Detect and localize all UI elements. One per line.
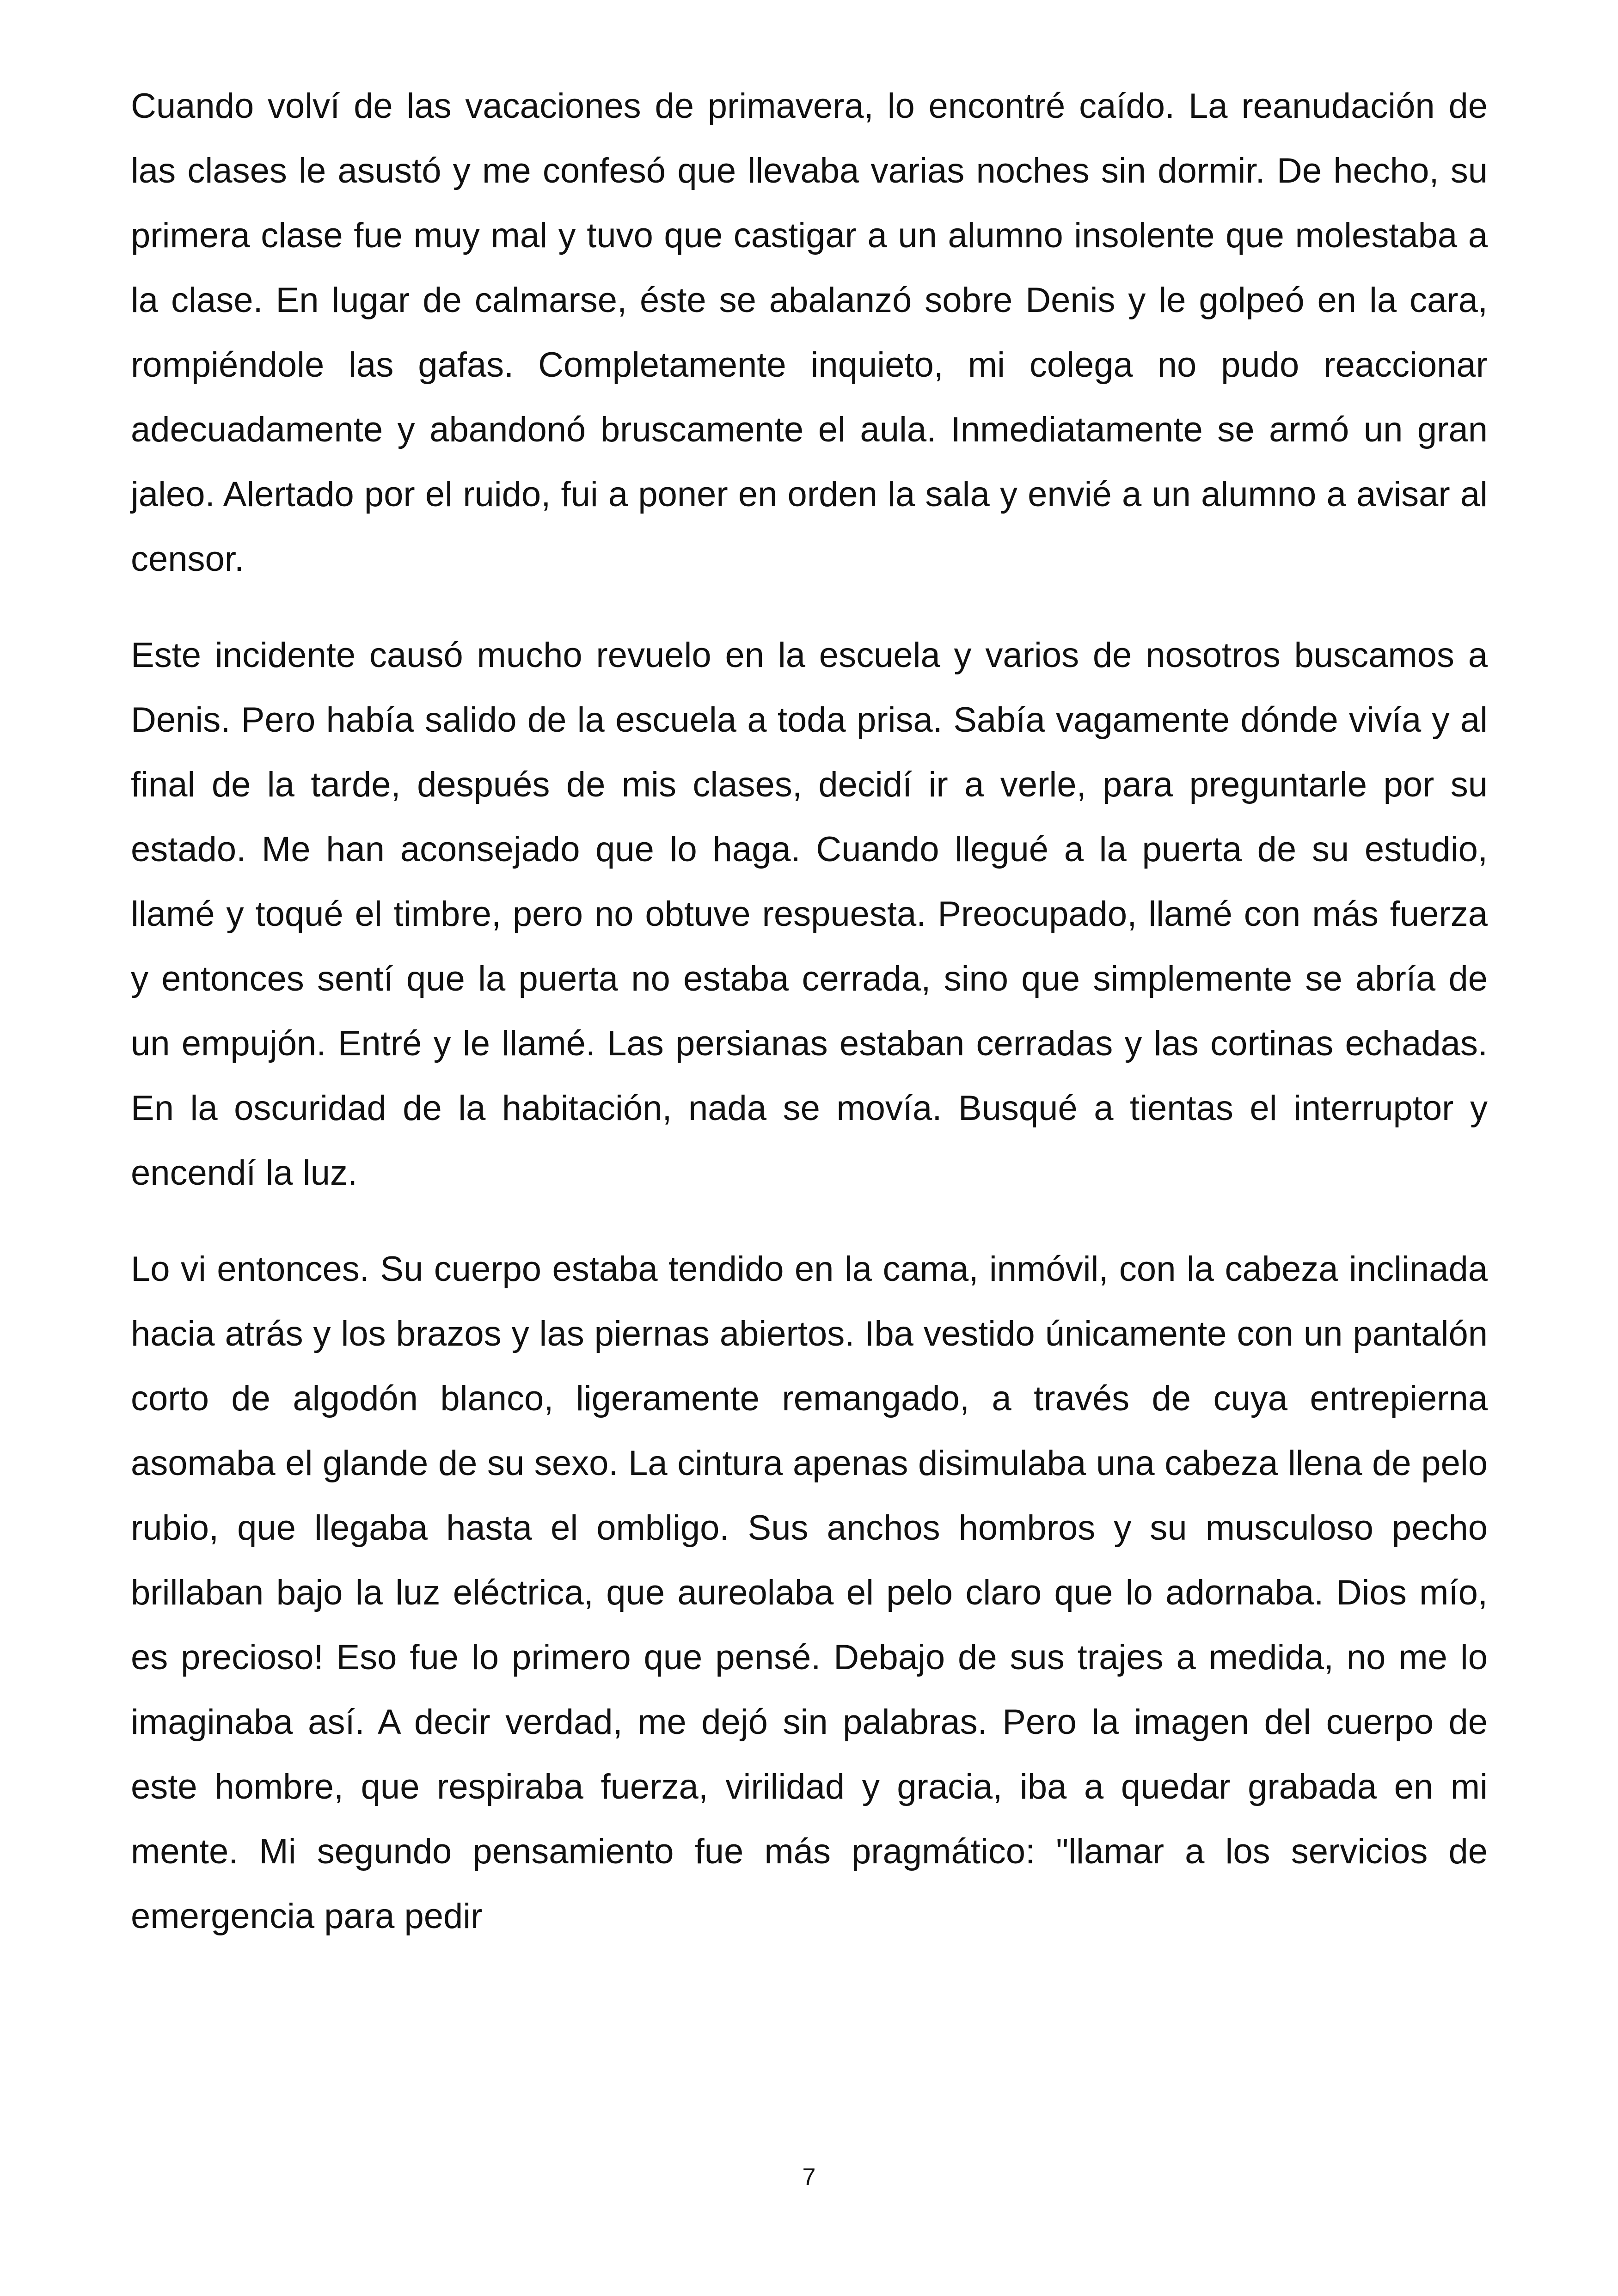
text-body bbox=[131, 74, 1488, 1980]
page-number: 7 bbox=[802, 2164, 816, 2191]
paragraph-3: Lo vi entonces. Su cuerpo estaba tendido en la cama, inmóvil, con la cabeza inclinada hacia atrás y los brazos y las piernas abiertos. Iba vestido únicamente con un pantalón corto de algodón blanco, ligeramente remangado, a través de cuya entrepierna asomaba el glande de su sexo. La cintura apenas disimulaba una cabeza llena de pelo rubio, que llegaba hasta el ombligo. Sus anchos hombros y su musculoso pecho brillaban bajo la luz eléctrica, que aureolaba el pelo claro que lo adornaba. Dios mío, es precioso! Eso fue lo primero que pensé. Debajo de sus trajes a medida, no me lo imaginaba así. A decir verdad, me dejó sin palabras. Pero la imagen del cuerpo de este hombre, que respiraba fuerza, virilidad y gracia, iba a quedar grabada en mi mente. Mi segundo pensamiento fue más pragmático: "llamar a los servicios de emergencia para pedir bbox=[131, 1249, 1488, 1936]
paragraph-1: Cuando volví de las vacaciones de primavera, lo encontré caído. La reanudación de las clases le asustó y me confesó que llevaba varias noches sin dormir. De hecho, su primera clase fue muy mal y tuvo que castigar a un alumno insolente que molestaba a la clase. En lugar de calmarse, éste se abalanzó sobre Denis y le golpeó en la cara, rompiéndole las gafas. Completamente inquieto, mi colega no pudo reaccionar adecuadamente y abandonó bruscamente el aula. Inmediatamente se armó un gran jaleo. Alertado por el ruido, fui a poner en orden la sala y envié a un alumno a avisar al censor. bbox=[131, 86, 1488, 579]
paragraph-2: Este incidente causó mucho revuelo en la escuela y varios de nosotros buscamos a Denis. Pero había salido de la escuela a toda prisa. Sabía vagamente dónde vivía y al final de la tarde, después de mis clases, decidí ir a verle, para preguntarle por su estado. Me han aconsejado que lo haga. Cuando llegué a la puerta de su estudio, llamé y toqué el timbre, pero no obtuve respuesta. Preocupado, llamé con más fuerza y entonces sentí que la puerta no estaba cerrada, sino que simplemente se abría de un empujón. Entré y le llamé. Las persianas estaban cerradas y las cortinas echadas. En la oscuridad de la habitación, nada se movía. Busqué a tientas el interruptor y encendí la luz. bbox=[131, 636, 1488, 1193]
